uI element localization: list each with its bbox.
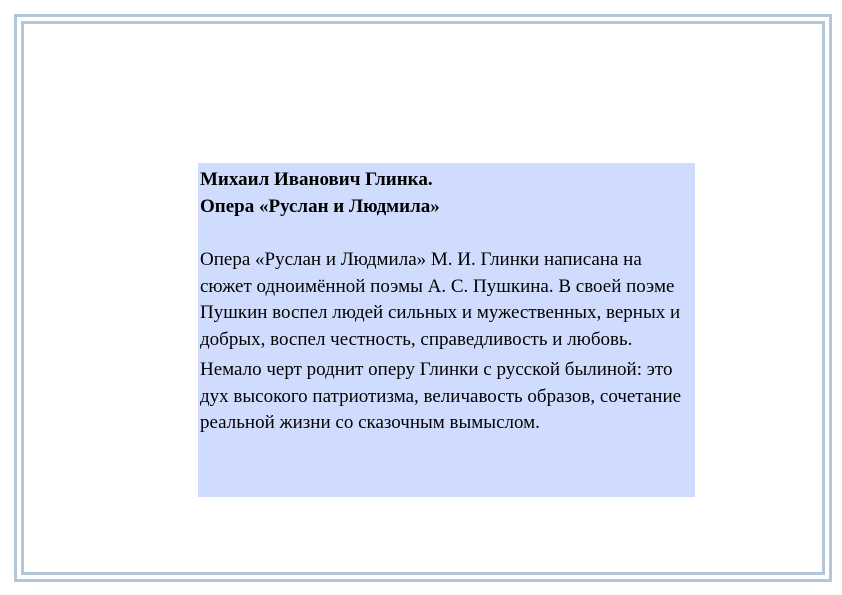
heading-line-1: Михаил Иванович Глинка. bbox=[200, 169, 433, 190]
heading-line-2: Опера «Руслан и Людмила» bbox=[200, 196, 440, 217]
paragraph-2: Немало черт роднит оперу Глинки с русской былиной: это дух высокого патриотизма, величавость образов, сочетание реальной жизни со сказочным вымыслом. bbox=[200, 359, 682, 433]
text-box bbox=[198, 163, 695, 497]
spacer bbox=[200, 220, 693, 247]
paragraph-1: Опера «Руслан и Людмила» М. И. Глинки написана на сюжет одноимённой поэмы А. С. Пушкина. В своей поэме Пушкин воспел людей сильных и мужественных, верных и добрых, воспел честность, справедливость и любовь. bbox=[200, 249, 681, 350]
